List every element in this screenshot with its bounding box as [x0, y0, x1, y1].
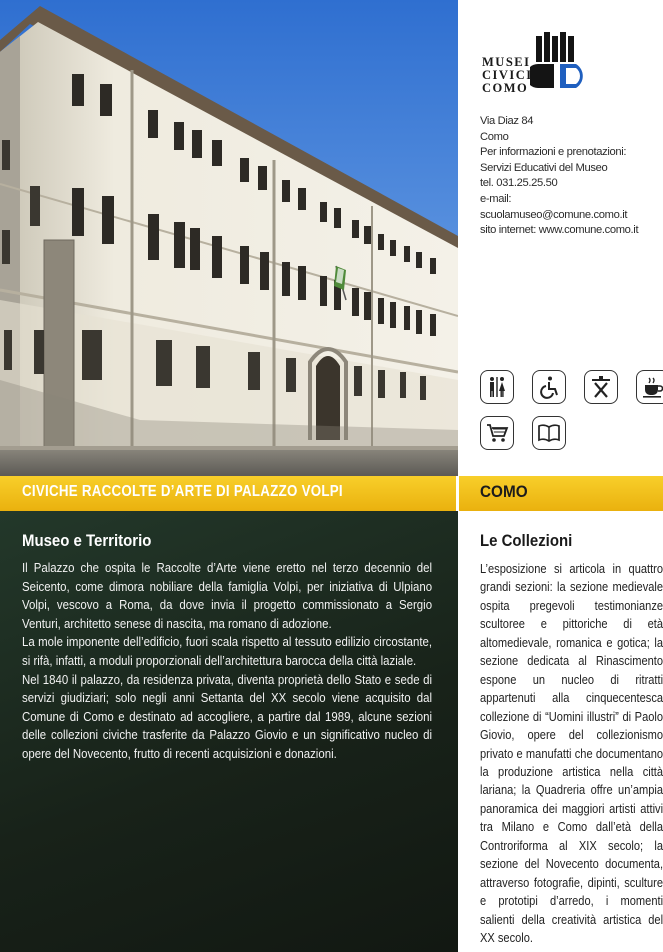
- contact-city: Como: [480, 130, 509, 143]
- contact-service: Servizi Educativi del Museo: [480, 161, 608, 174]
- bar-divider: [456, 476, 459, 511]
- contact-address: Via Diaz 84: [480, 115, 534, 127]
- museum-info-column: [458, 0, 663, 476]
- contact-email-link[interactable]: scuolamuseo@comune.como.it: [480, 208, 628, 221]
- logo-wordmark: [482, 56, 533, 95]
- cafe-restaurant-icon: [584, 370, 618, 404]
- museo-paragraph-3: Nel 1840 il palazzo, da residenza privata, diventa proprietà dello Stato e sede di servizi giudiziari; solo negli anni Settanta del XX secolo viene acquisito dal Comune di Como e destinato ad accogliere, a partire dal 1989, alcune sezioni delle collezioni civiche trasferite da Palazzo Giovio e un significativo nucleo di opere del Novecento, frutto di recenti acquisizioni e donazioni.: [22, 671, 433, 761]
- musei-civici-como-logo: [480, 30, 570, 102]
- contact-details: [480, 114, 663, 239]
- coffee-cup-icon: [636, 370, 663, 404]
- collezioni-heading: Le Collezioni: [480, 531, 573, 550]
- contact-tel: tel. 031.25.25.50: [480, 177, 558, 190]
- shopping-cart-icon: [480, 416, 514, 450]
- toilets-icon: [480, 370, 514, 404]
- city-bar: [458, 476, 663, 511]
- collezioni-text: L’esposizione si articola in quattro grandi sezioni: la sezione medievale ospita pregevoli testimonianze scultoree e pittoriche di età altomedievale, romanica e gotica; la sezione dedicata al Rinascimento espone un nucleo di ritratti appartenuti alla cinquecentesca collezione di “Uomini illustri” di Paolo Giovio, opere del collezionismo privato e manufatti che documentano la produzione artistica nella città lariana; la Quadreria offre un’ampia panoramica dei maggiori artisti attivi tra Milano e Como dall’età della Controriforma al XIX secolo; la sezione del Novecento documenta, attraverso fotografie, dipinti, sculture e prototipi d’arredo, i momenti salienti della creatività artistica del XX secolo.: [480, 562, 663, 946]
- museo-heading: Museo e Territorio: [22, 531, 152, 550]
- city-title: COMO: [480, 482, 528, 501]
- title-bar: [0, 476, 458, 511]
- contact-email-label: e-mail:: [480, 192, 512, 205]
- museo-paragraph-1: Il Palazzo che ospita le Raccolte d’Arte viene eretto nel terzo decennio del Seicento, come dimora nobiliare della famiglia Volpi, per iniziativa di Ulpiano Volpi, vescovo a Roma, da dove invia il progetto commissionato a Sergio Venturi, architetto senese di nascita, ma romano di adozione.: [22, 560, 433, 631]
- museo-text: [22, 559, 432, 764]
- logo-line-3: COMO: [482, 81, 529, 95]
- museo-territorio-panel: [0, 511, 458, 952]
- collezioni-panel: [458, 511, 663, 952]
- wheelchair-access-icon: [532, 370, 566, 404]
- book-icon: [532, 416, 566, 450]
- logo-mark-icon: [530, 30, 586, 90]
- logo-line-2: CIVICI: [482, 68, 533, 82]
- palazzo-volpi-photo: [0, 0, 458, 476]
- logo-line-1: MUSEI: [482, 55, 531, 69]
- museo-paragraph-2: La mole imponente dell’edificio, fuori scala rispetto al tessuto edilizio circostante, si rifà, infatti, a moduli proporzionali dell’architettura barocca della città laziale.: [22, 634, 433, 668]
- contact-website-link[interactable]: sito internet: www.comune.como.it: [480, 224, 639, 237]
- contact-info-label: Per informazioni e prenotazioni:: [480, 146, 627, 159]
- museum-title: CIVICHE RACCOLTE D’ARTE DI PALAZZO VOLPI: [22, 483, 343, 500]
